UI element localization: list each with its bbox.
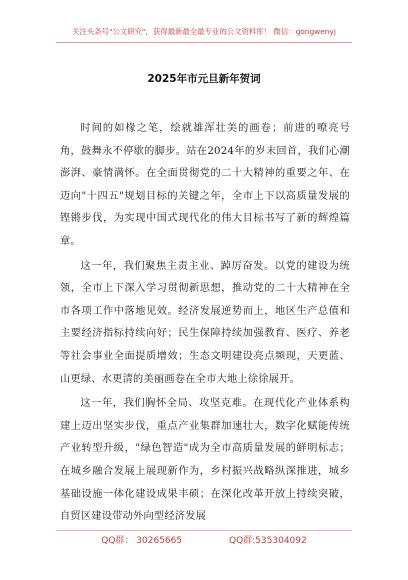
document-body <box>60 118 350 531</box>
document-title: 2025年市元旦新年贺词 <box>147 73 261 85</box>
header-divider <box>56 42 352 43</box>
header-banner: 关注头条号"公文研究"，获得最新最全最专业的公文资料库！ 微信：gongwenyj <box>72 27 336 36</box>
paragraph-3: 这一年，我们胸怀全局、攻坚克难。在现代化产业体系构建上迈出坚实步伐，重点产业集群加速壮大，数字化赋能传统产业转型升级，"绿色智造"成为全市高质量发展的鲜明标志；在城乡融合发展上展现新作为，乡村振兴战略纵深推进，城乡基础设施一体化建设成果丰硕；在深化改革开放上持续突破，自贸区建设带动外向型经济发展 <box>60 398 350 523</box>
footer-divider <box>56 530 352 531</box>
footer-qq-group-1: QQ群： 30265665 <box>101 536 183 546</box>
paragraph-2: 这一年，我们聚焦主责主业、踔厉奋发。以党的建设为统领，全市上下深入学习贯彻新思想，推动党的二十大精神在全市各项工作中落地见效。经济发展逆势而上，地区生产总值和主要经济指标持续向好；民生保障持续加强教育、医疗、养老等社会事业全面提质增效；生态文明建设亮点频现，天更蓝、山更绿、水更清的美丽画卷在全市大地上徐徐展开。 <box>60 260 350 385</box>
footer-qq-group-2: QQ群:535304092 <box>228 536 307 546</box>
footer <box>0 533 408 546</box>
paragraph-1: 时间的如椽之笔，绘就雄浑壮美的画卷；前进的嘹亮号角，鼓舞永不停歇的脚步。站在2024年的岁末回首，我们心潮澎湃、豪情满怀。在全面贯彻党的二十大精神的重要之年、在迈向"十四五"规划目标的关键之年，全市上下以高质量发展的铿锵步伐，为实现中国式现代化的伟大目标书写了新的辉煌篇章。 <box>60 123 350 247</box>
